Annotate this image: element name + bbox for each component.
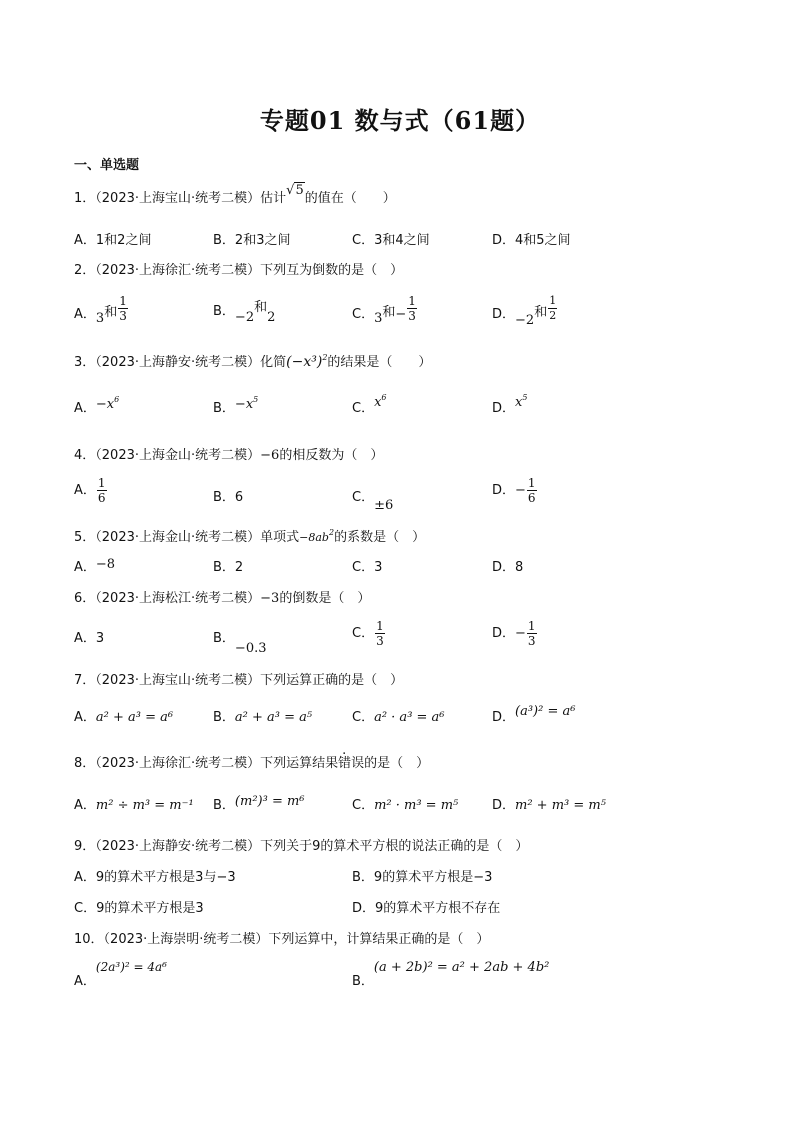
option-b[interactable]: B．2 [213,560,244,575]
option-b[interactable]: B．6 [213,490,244,505]
question-number: 10． [74,932,104,947]
question-number: 3． [74,355,96,370]
question-source: （2023·上海徐汇·统考二模） [95,263,261,278]
question-number: 9． [74,839,96,854]
option-a[interactable]: A．$-x^6$ [74,395,120,416]
option-d[interactable]: D．4和5之间 [492,233,571,248]
option-d[interactable]: D．− $\frac{1}{3}$ [492,619,536,648]
question-text: 的相反数为（ ） [279,448,384,463]
option-a[interactable]: A．3 [74,631,105,646]
question-text: 的是（ ） [364,756,430,771]
option-d[interactable]: D．−2和 $\frac{1}{2}$ [492,294,557,328]
power-expression: $(-x^3)^2$ [286,353,328,370]
option-d[interactable]: D．− $\frac{1}{6}$ [492,476,536,505]
option-c[interactable]: C．3和4之间 [352,233,430,248]
question-source: （2023·上海金山·统考二模） [95,448,261,463]
option-b[interactable]: B．a² + a³ = a⁵ [213,710,313,725]
options-8 [74,794,774,824]
option-d[interactable]: D．$x^5$ [492,393,528,416]
options-10 [74,960,774,994]
option-a[interactable]: A．3和 $\frac{1}{3}$ [74,294,127,326]
options-4 [74,476,774,512]
option-d[interactable]: D．(a³)² = a⁶ [492,704,576,725]
question-number: 6． [74,591,96,606]
options-2 [74,292,774,328]
option-a[interactable]: A．1和2之间 [74,233,152,248]
option-c[interactable]: C．3 [352,560,383,575]
question-source: （2023·上海徐汇·统考二模） [95,756,261,771]
question-10 [74,928,489,947]
option-d[interactable]: D．m² + m³ = m⁵ [492,798,606,813]
options-3 [74,393,774,427]
option-b[interactable]: B．(m²)³ = m⁶ [213,794,305,813]
option-b[interactable]: B．−0.3 [213,631,267,656]
question-text: 下列运算中，计算结果正确的是（ ） [268,932,490,947]
option-b[interactable]: B．9的算术平方根是−3 [352,870,493,885]
option-a[interactable]: A．9的算术平方根是3与−3 [74,870,236,885]
question-number: 2． [74,263,96,278]
options-7 [74,706,774,736]
math-value: −3 [260,591,280,606]
option-b[interactable]: B．(a + 2b)² = a² + 2ab + 4b² [352,960,550,989]
question-source: （2023·上海崇明·统考二模） [103,932,269,947]
question-source: （2023·上海静安·统考二模） [95,839,261,854]
question-8 [74,752,429,771]
option-d[interactable]: D．8 [492,560,524,575]
question-6 [74,587,370,606]
option-a[interactable]: A．−8 [74,557,116,575]
option-a[interactable]: A．a² + a³ = a⁶ [74,710,174,725]
page-title: 专题01 数与式（61题） [259,106,541,135]
sqrt-expression: √5 [286,183,304,198]
question-text: 的值在（ ） [304,191,396,206]
question-source: （2023·上海金山·统考二模） [95,530,261,545]
option-b[interactable]: B．2和3之间 [213,233,291,248]
option-b[interactable]: B．−2和2 [213,300,276,325]
option-a[interactable]: A． $\frac{1}{6}$ [74,476,106,505]
question-number: 7． [74,673,96,688]
section-heading: 一、单选题 [74,158,140,173]
question-number: 1． [74,191,96,206]
question-4 [74,444,383,463]
question-2 [74,259,403,278]
question-text: 下列运算正确的是（ ） [260,673,404,688]
monomial: $-8ab^2$ [299,528,335,544]
options-9b [74,897,774,927]
option-c[interactable]: C． $\frac{1}{3}$ [352,619,384,648]
option-d[interactable]: D．9的算术平方根不存在 [352,901,501,916]
options-5 [74,556,774,586]
option-c[interactable]: C．$x^6$ [352,393,387,416]
question-3 [74,351,431,370]
question-source: （2023·上海宝山·统考二模） [95,191,261,206]
question-source: （2023·上海松江·统考二模） [95,591,261,606]
question-1 [74,183,396,206]
options-1 [74,229,774,259]
question-text: 估计 [260,191,287,206]
question-text: 的结果是（ ） [327,355,432,370]
question-number: 8． [74,756,96,771]
question-text: 下列运算结果 [260,756,339,771]
question-9 [74,835,528,854]
option-c[interactable]: C．3和− $\frac{1}{3}$ [352,294,416,326]
question-7 [74,669,403,688]
options-9a [74,866,774,896]
math-value: −6 [260,448,280,463]
options-6 [74,619,774,655]
question-text: 的系数是（ ） [334,530,426,545]
question-text: 下列关于9的算术平方根的说法正确的是（ ） [260,839,529,854]
option-a[interactable]: A．m² ÷ m³ = m⁻¹ [74,798,194,813]
question-number: 5． [74,530,96,545]
question-number: 4． [74,448,96,463]
question-text: 下列互为倒数的是（ ） [260,263,404,278]
question-text: 化简 [260,355,287,370]
question-source: （2023·上海静安·统考二模） [95,355,261,370]
question-5 [74,526,425,545]
question-source: （2023·上海宝山·统考二模） [95,673,261,688]
option-c[interactable]: C．9的算术平方根是3 [74,901,204,916]
option-c[interactable]: C．a² · a³ = a⁶ [352,710,445,725]
question-text: 单项式 [260,530,300,545]
question-text: 的倒数是（ ） [279,591,371,606]
option-a[interactable]: A．(2a³)² = 4a⁶ [74,960,167,989]
emphasis-text: 错误 [338,756,365,771]
option-b[interactable]: B．$-x^5$ [213,395,259,416]
option-c[interactable]: C．±6 [352,490,394,513]
option-c[interactable]: C．m² · m³ = m⁵ [352,798,459,813]
